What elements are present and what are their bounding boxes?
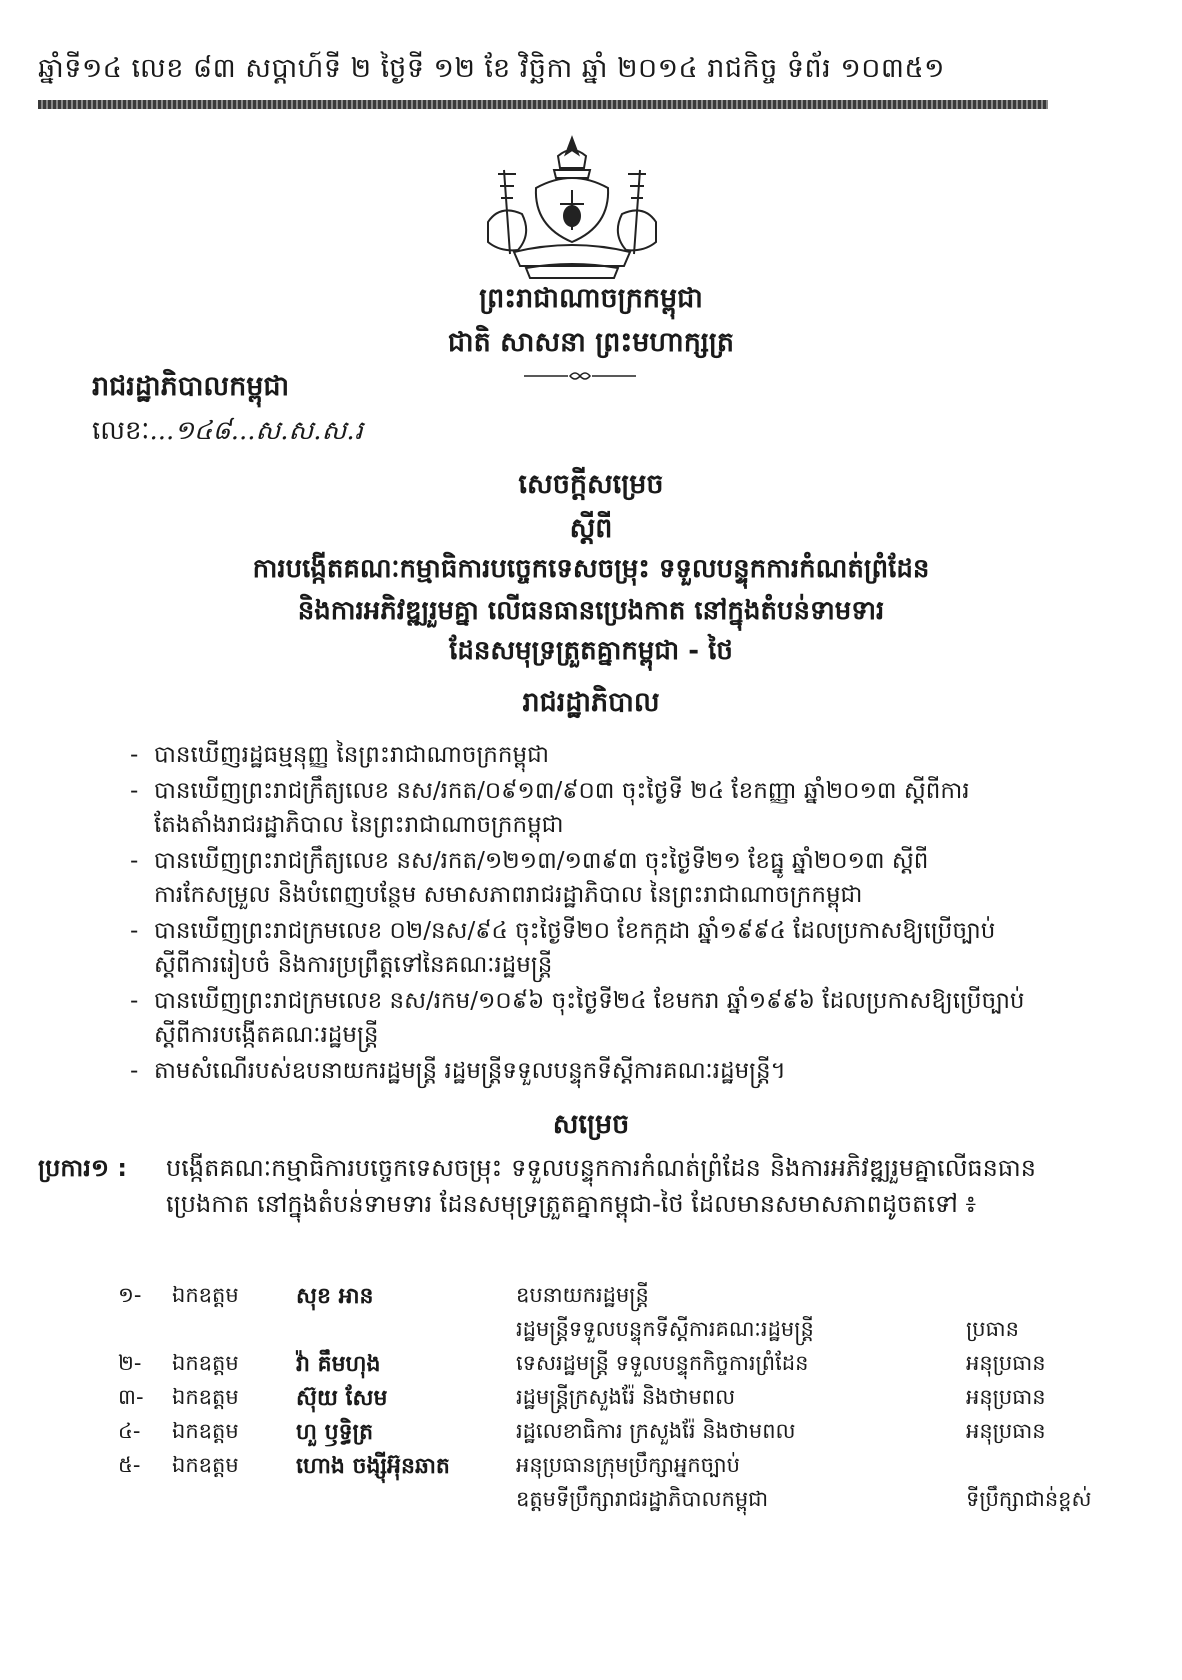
royal-emblem-icon — [474, 134, 670, 282]
member-position: អនុប្រធានក្រុមប្រឹក្សាអ្នកច្បាប់ — [516, 1453, 740, 1477]
document-number-value: ...១៤៨...ស.ស.ស.រ — [149, 416, 363, 446]
member-position: រដ្ឋមន្ត្រីក្រសួងរ៉ែ និងថាមពល — [516, 1385, 736, 1409]
member-honorific: ឯកឧត្តម — [172, 1419, 239, 1443]
member-name: វ៉ា គឹមហុង — [296, 1352, 381, 1377]
subject-line-3: ដែនសមុទ្រត្រួតគ្នាកម្ពុជា - ថៃ — [449, 636, 733, 666]
ornament-divider-icon — [520, 370, 640, 382]
subject-line-2: និងការអភិវឌ្ឍរួមគ្នា លើធនធានប្រេងកាត នៅក្នុងតំបន់ទាមទារ — [297, 596, 885, 626]
member-position: រដ្ឋលេខាធិការ ក្រសួងរ៉ែ និងថាមពល — [516, 1419, 796, 1443]
member-honorific: ឯកឧត្តម — [172, 1385, 239, 1409]
recital-item: - តាមសំណើរបស់ឧបនាយករដ្ឋមន្ត្រី រដ្ឋមន្ត្រីទទួលបន្ទុកទីស្ដីការគណៈរដ្ឋមន្ត្រី។ — [140, 1054, 1030, 1088]
member-honorific: ឯកឧត្តម — [172, 1453, 239, 1477]
member-position: ឧបនាយករដ្ឋមន្ត្រី — [516, 1283, 649, 1307]
member-name: ហោង ចង្ស៊ីអ៊ុនឆាត — [296, 1454, 450, 1479]
document-number-label: លេខៈ — [92, 416, 150, 446]
member-position: ទេសរដ្ឋមន្ត្រី ទទួលបន្ទុកកិច្ចការព្រំដែន — [516, 1351, 809, 1375]
gazette-header: ឆ្នាំទី១៤ លេខ ៨៣ សប្ដាហ៍ទី ២ ថ្ងៃទី ១២ ខែ វិច្ឆិកា ឆ្នាំ ២០១៤ រាជកិច្ច ទំព័រ ១០៣៥១ — [38, 53, 945, 84]
recital-item: - បានឃើញព្រះរាជក្រឹត្យលេខ នស/រកត/១២១៣/១៣៩៣ ចុះថ្ងៃទី២១ ខែធ្នូ ឆ្នាំ២០១៣ ស្ដីពីការកែសម្រួល និងបំពេញបន្ថែម សមាសភាពរាជរដ្ឋាភិបាល នៃព្រះរាជាណាចក្រកម្ពុជា — [140, 844, 1030, 912]
subject-line-1: ការបង្កើតគណៈកម្មាធិការបច្ចេកទេសចម្រុះ ទទួលបន្ទុកការកំណត់ព្រំដែន — [252, 554, 930, 584]
document-number — [92, 414, 363, 452]
member-position-secondary: ឧត្តមទីប្រឹក្សារាជរដ្ឋាភិបាលកម្ពុជា — [516, 1487, 769, 1511]
member-position-secondary: រដ្ឋមន្ត្រីទទួលបន្ទុកទីស្ដីការគណៈរដ្ឋមន្ត្រី — [516, 1317, 814, 1341]
member-number: ១- — [118, 1283, 142, 1307]
member-row — [118, 1384, 1108, 1418]
member-number: ៣- — [118, 1385, 144, 1409]
recital-item: - បានឃើញព្រះរាជក្រមលេខ ០២/នស/៩៤ ចុះថ្ងៃទី២០ ខែកក្កដា ឆ្នាំ១៩៩៤ ដែលប្រកាសឱ្យប្រើច្បាប់ស្ដីពីការរៀបចំ និងការប្រព្រឹត្តទៅនៃគណៈរដ្ឋមន្ត្រី — [140, 914, 1030, 982]
member-row — [118, 1282, 1108, 1350]
issuing-authority: រាជរដ្ឋាភិបាលកម្ពុជា — [92, 371, 290, 402]
member-role: ប្រធាន — [966, 1317, 1019, 1341]
member-name: សុខ អាន — [296, 1284, 374, 1309]
member-honorific: ឯកឧត្តម — [172, 1351, 239, 1375]
member-role: ទីប្រឹក្សាជាន់ខ្ពស់ — [966, 1487, 1092, 1511]
member-row — [118, 1452, 1108, 1520]
member-honorific: ឯកឧត្តម — [172, 1283, 239, 1307]
document-type: សេចក្ដីសម្រេច — [518, 469, 664, 500]
members-list — [118, 1282, 1108, 1520]
member-role: អនុប្រធាន — [966, 1351, 1046, 1375]
recitals-list — [140, 738, 1030, 1090]
recital-item: - បានឃើញរដ្ឋធម្មនុញ្ញ នៃព្រះរាជាណាចក្រកម្ពុជា — [140, 738, 1030, 772]
concerning-label: ស្ដីពី — [569, 513, 613, 544]
article-1-label: ប្រការ១ : — [38, 1154, 127, 1182]
header-rule — [38, 100, 1048, 109]
member-number: ៥- — [118, 1453, 141, 1477]
member-row — [118, 1418, 1108, 1452]
member-number: ៤- — [118, 1419, 141, 1443]
national-motto: ជាតិ សាសនា ព្រះមហាក្សត្រ — [447, 327, 735, 358]
member-name: ហួ ឫទ្ធិត្រ — [296, 1420, 374, 1445]
member-number: ២- — [118, 1351, 142, 1375]
government-heading: រាជរដ្ឋាភិបាល — [522, 687, 660, 718]
recital-item: - បានឃើញព្រះរាជក្រឹត្យលេខ នស/រកត/០៩១៣/៩០៣ ចុះថ្ងៃទី ២៤ ខែកញ្ញា ឆ្នាំ២០១៣ ស្ដីពីការតែងតាំងរាជរដ្ឋាភិបាល នៃព្រះរាជាណាចក្រកម្ពុជា — [140, 774, 1030, 842]
recital-item: - បានឃើញព្រះរាជក្រមលេខ នស/រកម/១០៩៦ ចុះថ្ងៃទី២៤ ខែមករា ឆ្នាំ១៩៩៦ ដែលប្រកាសឱ្យប្រើច្បាប់ស្ដីពីការបង្កើតគណៈរដ្ឋមន្ត្រី — [140, 984, 1030, 1052]
decision-heading: សម្រេច — [552, 1109, 630, 1140]
member-role: អនុប្រធាន — [966, 1385, 1046, 1409]
member-row — [118, 1350, 1108, 1384]
member-name: ស៊ុយ សែម — [296, 1386, 388, 1411]
article-1-text: បង្កើតគណៈកម្មាធិការបច្ចេកទេសចម្រុះ ទទួលបន្ទុកការកំណត់ព្រំដែន និងការអភិវឌ្ឍរួមគ្នាលើធនធានប្រេងកាត នៅក្នុងតំបន់ទាមទារ ដែនសមុទ្រត្រួតគ្នាកម្ពុជា-ថៃ ដែលមានសមាសភាពដូចតទៅ ៖ — [166, 1154, 1036, 1218]
kingdom-title: ព្រះរាជាណាចក្រកម្ពុជា — [479, 283, 703, 314]
member-role: អនុប្រធាន — [966, 1419, 1046, 1443]
